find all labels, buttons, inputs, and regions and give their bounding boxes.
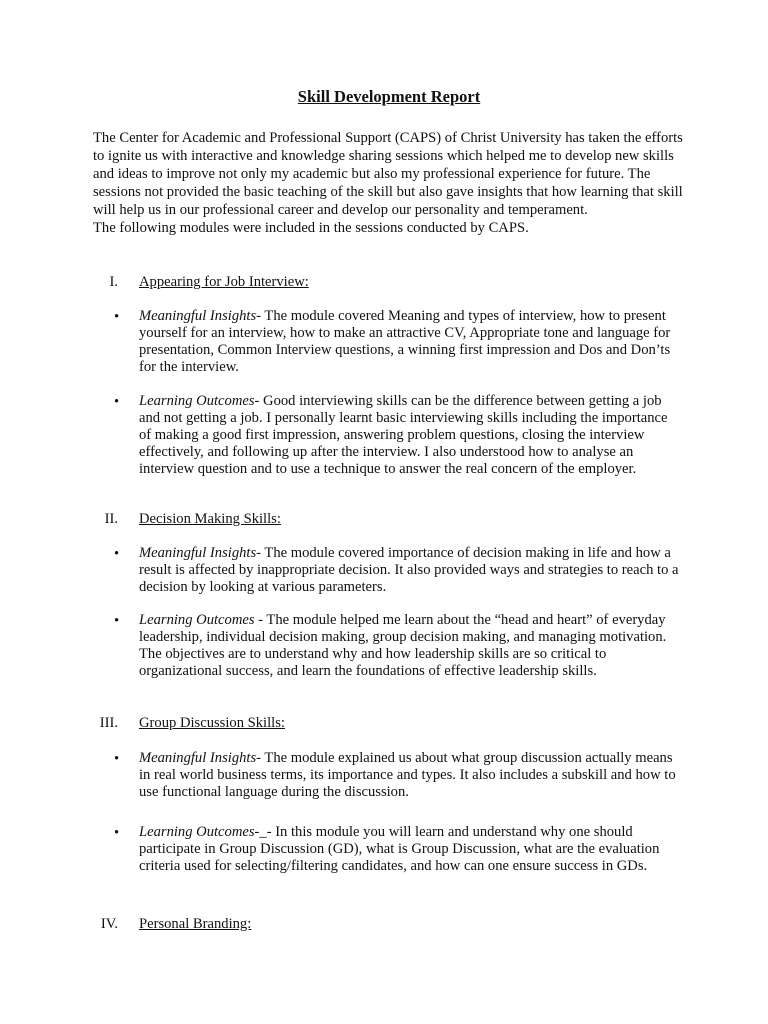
bullet-text — [139, 612, 679, 680]
section-heading: Appearing for Job Interview: — [139, 274, 309, 290]
section-numeral: II. — [104, 511, 118, 527]
bullet-icon: • — [114, 546, 120, 562]
bullet-label: Learning Outcomes — [139, 393, 255, 409]
section-heading: Personal Branding: — [139, 916, 252, 932]
bullet-icon: • — [114, 825, 120, 841]
bullet-text — [139, 308, 679, 376]
bullet-label: Learning Outcomes — [139, 612, 255, 628]
bullet-label: Meaningful Insights — [139, 308, 257, 324]
section-numeral: IV. — [100, 916, 118, 932]
bullet-body: - The module covered Meaning and types of interview, how to present yourself for an interview, how to make an attractive CV, Appropriate tone and language for presentation, Common Interview questions, a winning first impression and Dos and Don’ts for the interview. — [139, 308, 671, 375]
bullet-body: - The module covered importance of decision making in life and how a result is affected by inappropriate decision. It also provided ways and strategies to reach to a decision by looking at various parameters. — [139, 545, 679, 595]
bullet-text — [139, 824, 679, 875]
intro-section — [93, 129, 693, 237]
bullet-icon: • — [114, 394, 120, 410]
bullet-body: - The module explained us about what group discussion actually means in real world business terms, its importance and types. It also includes a subskill and how to use functional language during the discussion. — [139, 750, 676, 800]
intro-modules-line: The following modules were included in the sessions conducted by CAPS. — [93, 220, 529, 236]
bullet-body: _- In this module you will learn and understand why one should participate in Group Discussion (GD), what is Group Discussion, what are the evaluation criteria used for selecting/filtering candidates, and how can one ensure success in GDs. — [139, 824, 660, 874]
bullet-icon: • — [114, 751, 120, 767]
section-heading: Group Discussion Skills: — [139, 715, 285, 731]
section-numeral: III. — [99, 715, 118, 731]
bullet-text — [139, 545, 679, 596]
section-numeral: I. — [109, 274, 118, 290]
bullet-icon: • — [114, 309, 120, 325]
intro-paragraph: The Center for Academic and Professional Support (CAPS) of Christ University has taken the efforts to ignite us with interactive and knowledge sharing sessions which helped me to develop new skills and ideas to improve not only my academic but also my professional experience for future. The sessions not provided the basic teaching of the skill but also gave insights that how learning that skill will help us in our professional career and develop our personality and temperament. — [93, 130, 683, 218]
bullet-body: - Good interviewing skills can be the difference between getting a job and not getting a job. I personally learnt basic interviewing skills including the importance of making a good first impression, answering problem questions, closing the interview effectively, and following up after the interview. I also understood how to analyse an interview question and to use a technique to answer the real concern of the employer. — [139, 393, 668, 477]
bullet-text — [139, 393, 679, 478]
page-title — [0, 87, 768, 107]
bullet-icon: • — [114, 613, 120, 629]
title-text: Skill Development Report — [297, 87, 481, 106]
bullet-text — [139, 750, 679, 801]
bullet-label: Meaningful Insights — [139, 545, 257, 561]
bullet-label: Meaningful Insights — [139, 750, 257, 766]
bullet-label: Learning Outcomes- — [139, 824, 260, 840]
section-heading: Decision Making Skills: — [139, 511, 281, 527]
bullet-body: - The module helped me learn about the “head and heart” of everyday leadership, individual decision making, group decision making, and managing motivation. The objectives are to understand why and how leadership skills are so critical to organizational success, and learn the foundations of effective leadership skills. — [139, 612, 667, 679]
